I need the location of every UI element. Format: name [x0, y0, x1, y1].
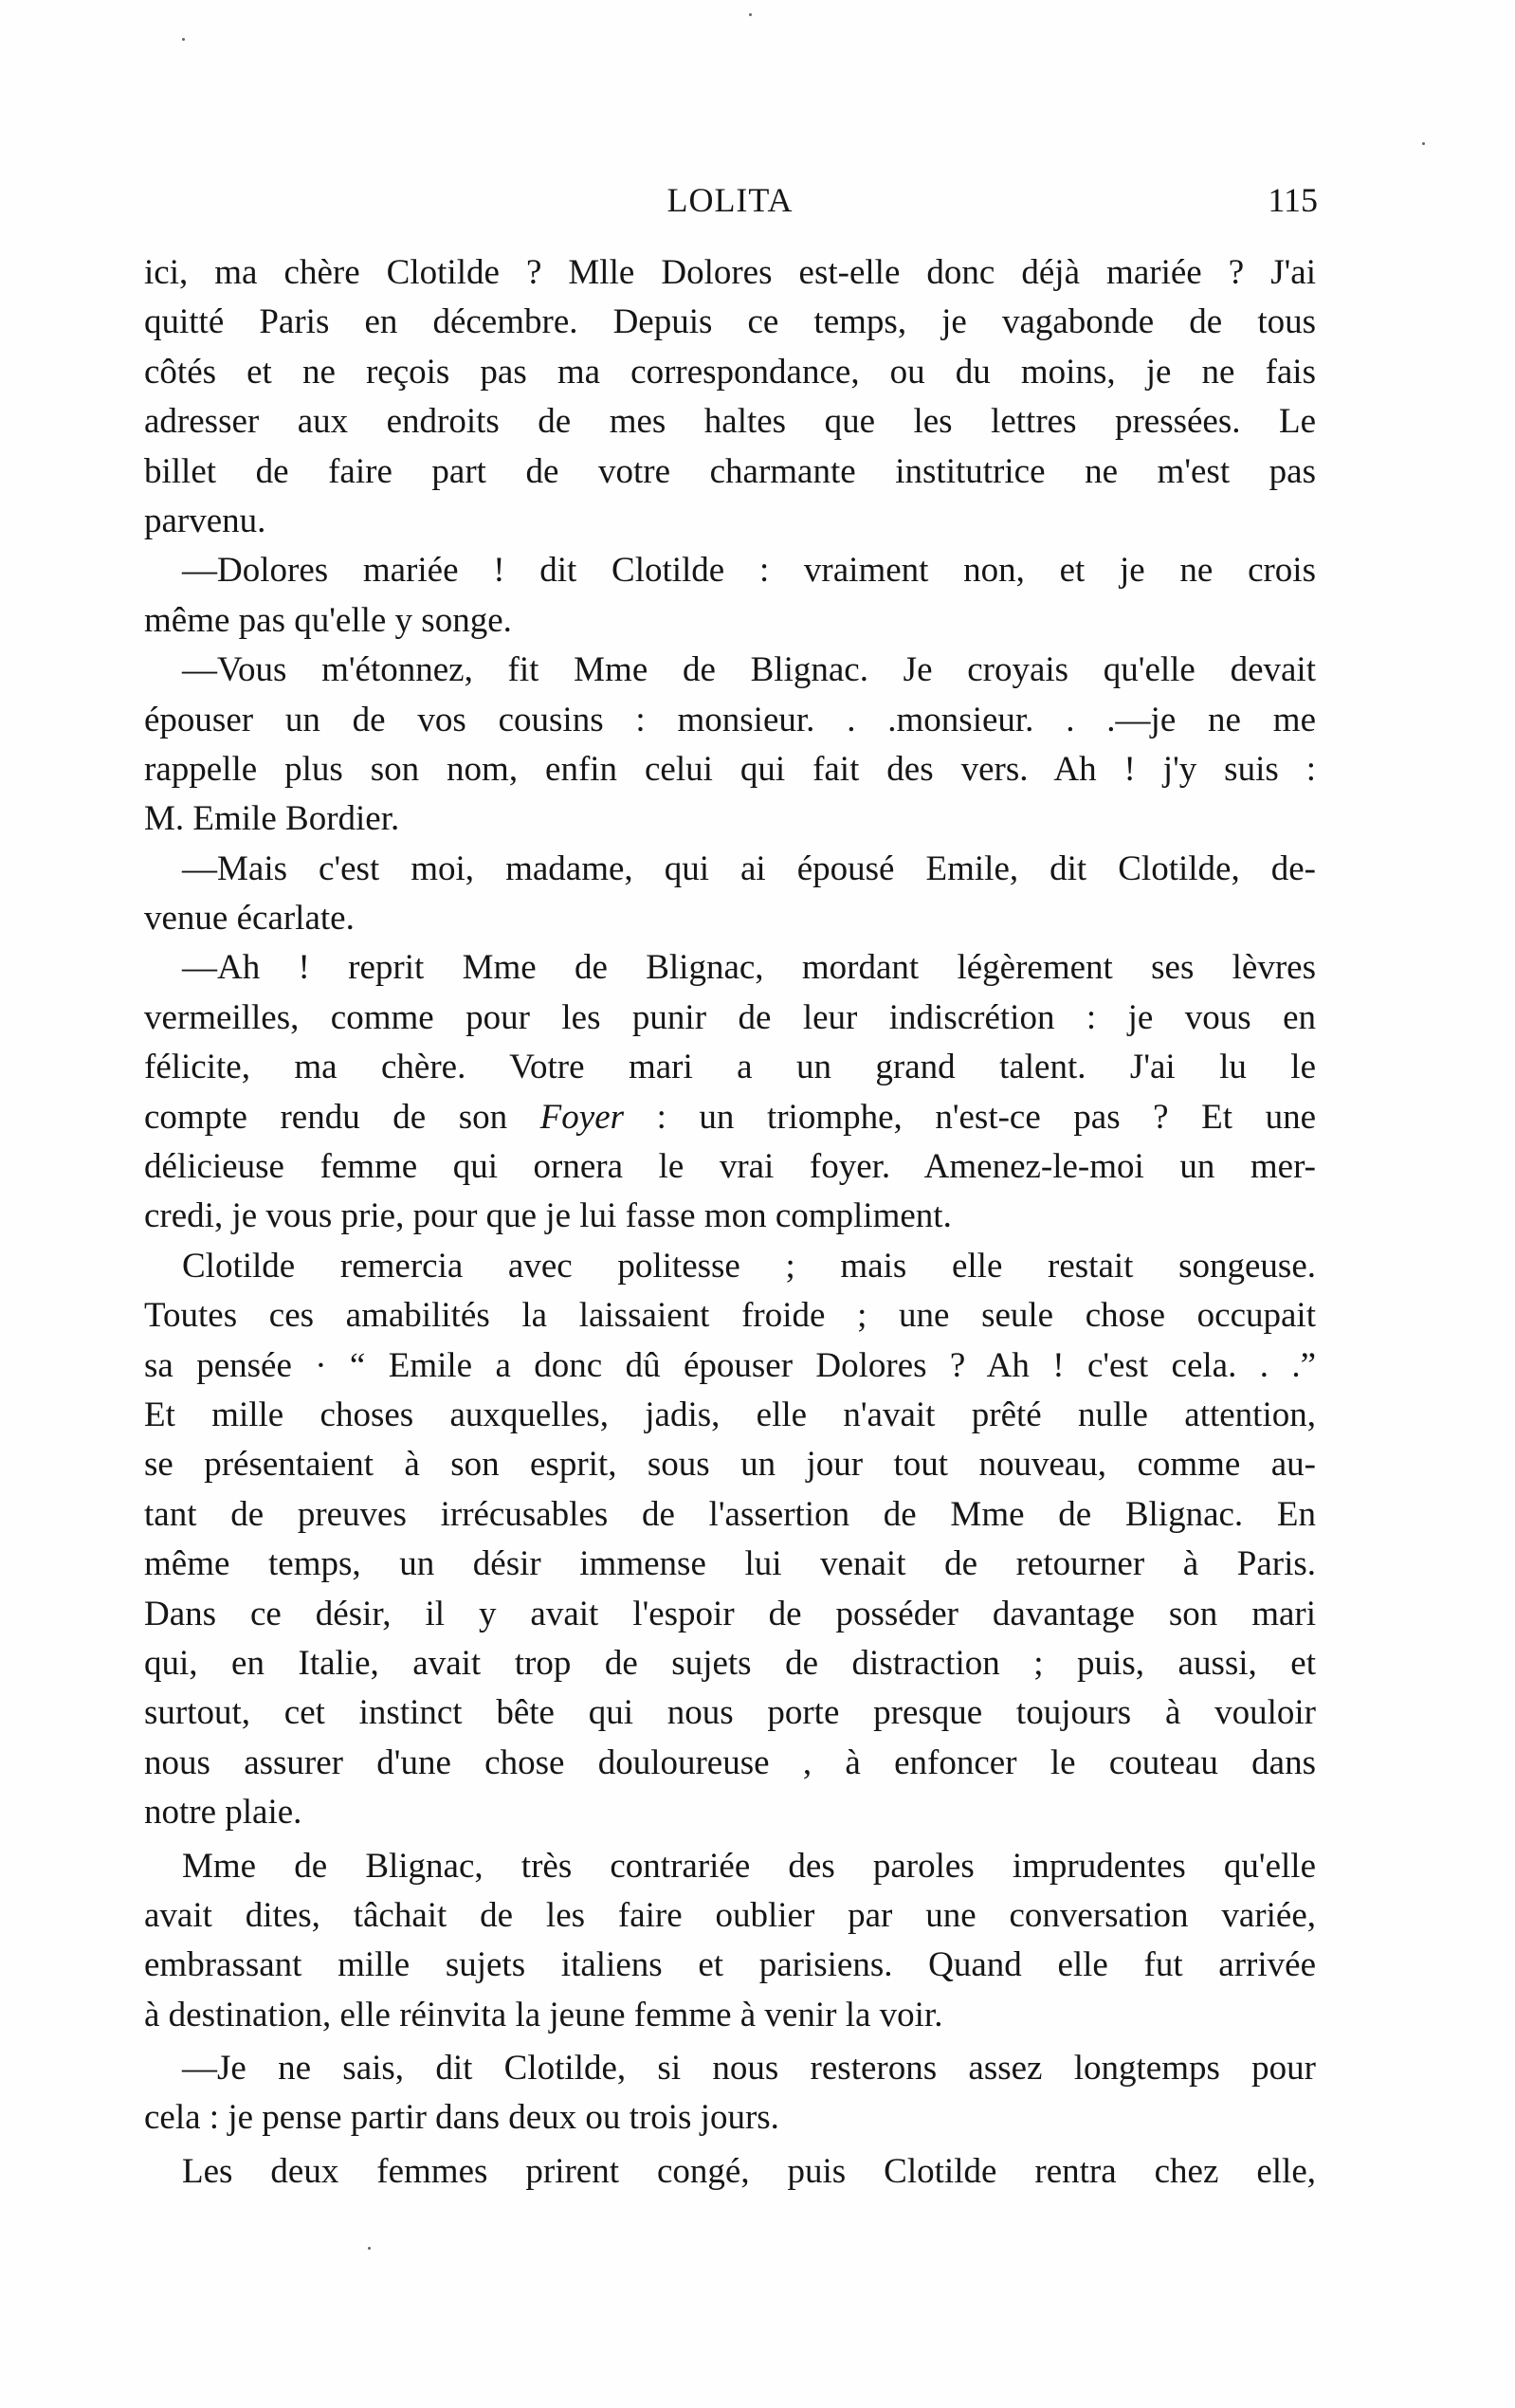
text-line: tant de preuves irrécusables de l'assertion de Mme de Blignac. En [144, 1494, 1316, 1534]
text-line: avait dites, tâchait de les faire oublier par une conversation variée, [144, 1895, 1316, 1935]
text-line: notre plaie. [144, 1793, 302, 1833]
text-line: Et mille choses auxquelles, jadis, elle n'avait prêté nulle attention, [144, 1395, 1316, 1434]
text-line: embrassant mille sujets italiens et parisiens. Quand elle fut arrivée [144, 1945, 1316, 1985]
text-line: adresser aux endroits de mes haltes que les lettres pressées. Le [144, 402, 1316, 442]
text-line: Toutes ces amabilités la laissaient froide ; une seule chose occupait [144, 1296, 1316, 1336]
text-line: —Ah ! reprit Mme de Blignac, mordant légèrement ses lèvres [182, 948, 1316, 988]
running-title: LOLITA [666, 181, 794, 219]
text-line: se présentaient à son esprit, sous un jour tout nouveau, comme au- [144, 1445, 1316, 1485]
text-line: même pas qu'elle y songe. [144, 600, 512, 640]
text-line: credi, je vous prie, pour que je lui fasse mon compliment. [144, 1196, 952, 1236]
paper-speck [749, 13, 752, 16]
paper-speck [368, 2247, 371, 2250]
paper-speck [182, 38, 185, 41]
text-line: —Dolores mariée ! dit Clotilde : vraiment non, et je ne crois [182, 551, 1316, 591]
text-line: parvenu. [144, 501, 266, 540]
text-line: délicieuse femme qui ornera le vrai foyer. Amenez-le-moi un mer- [144, 1147, 1316, 1187]
text-line: qui, en Italie, avait trop de sujets de distraction ; puis, aussi, et [144, 1643, 1316, 1683]
page-header [142, 180, 1318, 228]
text-line: —Mais c'est moi, madame, qui ai épousé Emile, dit Clotilde, de- [182, 848, 1316, 888]
text-line: surtout, cet instinct bête qui nous porte presque toujours à vouloir [144, 1693, 1316, 1733]
text-line: —Je ne sais, dit Clotilde, si nous resterons assez longtemps pour [182, 2049, 1316, 2089]
text-line: venue écarlate. [144, 899, 355, 939]
text-line: côtés et ne reçois pas ma correspondance, ou du moins, je ne fais [144, 352, 1316, 392]
text-line: Les deux femmes prirent congé, puis Clotilde rentra chez elle, [182, 2151, 1316, 2191]
text-line: quitté Paris en décembre. Depuis ce temps, je vagabonde de tous [144, 302, 1316, 342]
body-text [144, 248, 1316, 2197]
text-line: M. Emile Bordier. [144, 799, 400, 839]
text-line: Dans ce désir, il y avait l'espoir de posséder davantage son mari [144, 1594, 1316, 1633]
text-line: vermeilles, comme pour les punir de leur indiscrétion : je vous en [144, 997, 1316, 1037]
text-line: épouser un de vos cousins : monsieur. . .monsieur. . .—je ne me [144, 700, 1316, 739]
page-number: 115 [1268, 181, 1318, 219]
paper-speck [1422, 142, 1425, 145]
text-line: rappelle plus son nom, enfin celui qui fait des vers. Ah ! j'y suis : [144, 749, 1316, 789]
text-line: ici, ma chère Clotilde ? Mlle Dolores est-elle donc déjà mariée ? J'ai [144, 253, 1316, 292]
text-line: nous assurer d'une chose douloureuse , à enfoncer le couteau dans [144, 1742, 1316, 1782]
text-line: cela : je pense partir dans deux ou trois jours. [144, 2098, 779, 2138]
text-line: —Vous m'étonnez, fit Mme de Blignac. Je croyais qu'elle devait [182, 650, 1316, 690]
text-line: félicite, ma chère. Votre mari a un grand talent. J'ai lu le [144, 1048, 1316, 1087]
italic-title: Foyer [539, 1097, 625, 1137]
text-line: même temps, un désir immense lui venait de retourner à Paris. [144, 1544, 1316, 1584]
text-line: compte rendu de son Foyer : un triomphe, n'est-ce pas ? Et une [144, 1097, 1316, 1137]
text-line: billet de faire part de votre charmante institutrice ne m'est pas [144, 451, 1316, 491]
text-line: sa pensée · “ Emile a donc dû épouser Dolores ? Ah ! c'est cela. . .” [144, 1345, 1316, 1385]
text-line: à destination, elle réinvita la jeune femme à venir la voir. [144, 1995, 943, 2034]
text-line: Mme de Blignac, très contrariée des paroles imprudentes qu'elle [182, 1846, 1316, 1886]
text-line: Clotilde remercia avec politesse ; mais elle restait songeuse. [182, 1246, 1316, 1286]
